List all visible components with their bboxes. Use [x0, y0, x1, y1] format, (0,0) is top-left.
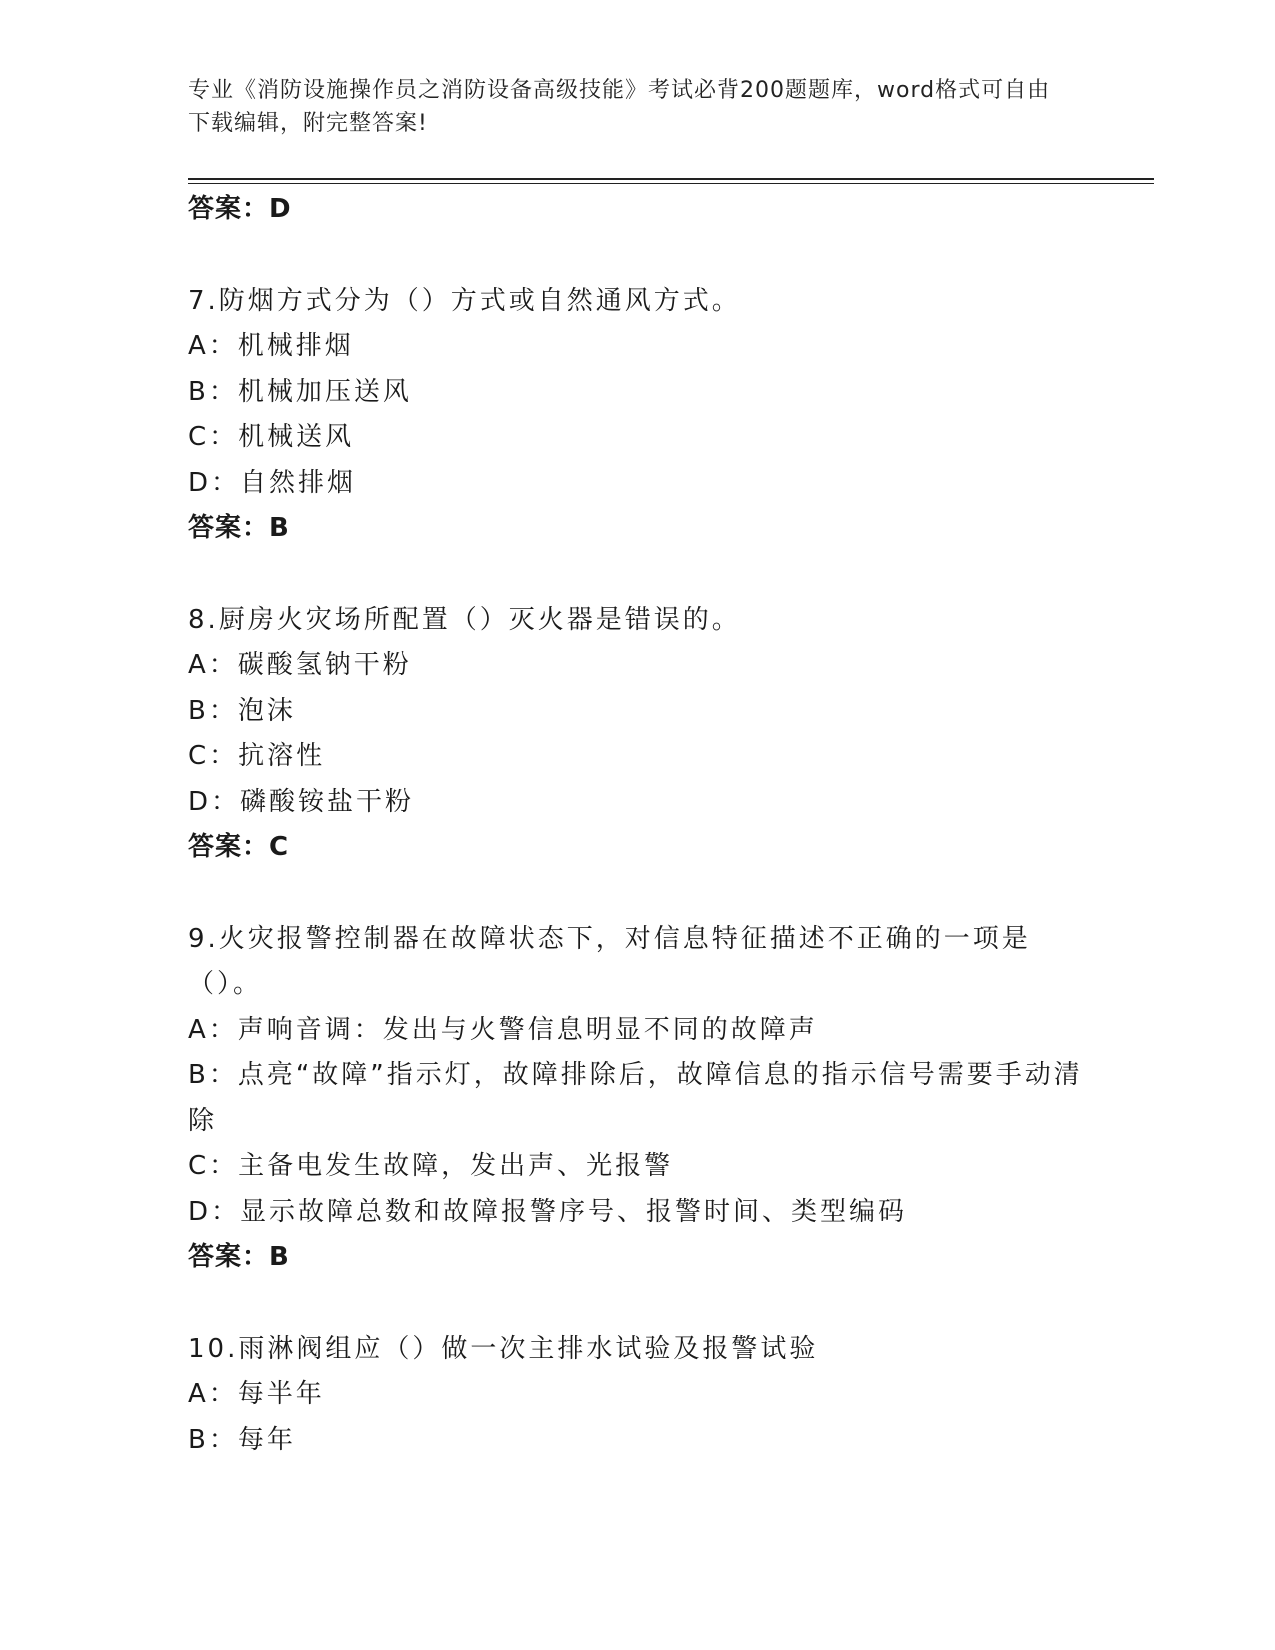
answer-7: 答案：B	[188, 513, 290, 543]
question-list	[188, 187, 1088, 1463]
question-9-option-d: D：显示故障总数和故障报警序号、报警时间、类型编码	[188, 1196, 908, 1227]
answer-8: 答案：C	[188, 832, 290, 862]
question-8-option-b: B：泡沫	[188, 695, 296, 726]
question-8	[188, 598, 1088, 871]
question-7-option-b: B：机械加压送风	[188, 376, 412, 407]
question-9-option-c: C：主备电发生故障，发出声、光报警	[188, 1151, 674, 1181]
question-7	[188, 279, 1088, 552]
question-7-text: 7.防烟方式分为（）方式或自然通风方式。	[188, 285, 741, 316]
header-divider-thin	[188, 183, 1154, 184]
question-10-option-a: A：每半年	[188, 1379, 325, 1409]
question-7-option-d: D：自然排烟	[188, 467, 357, 498]
question-10-option-b: B：每年	[188, 1424, 296, 1455]
question-8-option-c: C：抗溶性	[188, 741, 326, 771]
document-header: 专业《消防设施操作员之消防设备高级技能》考试必背200题题库，word格式可自由下载编辑，附完整答案!	[188, 78, 1051, 136]
question-10-text: 10.雨淋阀组应（）做一次主排水试验及报警试验	[188, 1333, 819, 1364]
question-10	[188, 1327, 1088, 1464]
question-9-option-b: B：点亮“故障”指示灯，故障排除后，故障信息的指示信号需要手动清除	[188, 1060, 1083, 1136]
question-8-option-d: D：磷酸铵盐干粉	[188, 786, 415, 817]
question-9	[188, 917, 1088, 1281]
question-8-text: 8.厨房火灾场所配置（）灭火器是错误的。	[188, 604, 741, 635]
question-7-option-a: A：机械排烟	[188, 331, 354, 361]
answer-9: 答案：B	[188, 1242, 290, 1272]
header-divider-thick	[188, 178, 1154, 180]
question-9-text: 9.火灾报警控制器在故障状态下，对信息特征描述不正确的一项是（）。	[188, 923, 1031, 999]
question-7-option-c: C：机械送风	[188, 422, 355, 452]
answer-6: 答案：D	[188, 194, 292, 224]
question-9-option-a: A：声响音调：发出与火警信息明显不同的故障声	[188, 1014, 818, 1045]
question-8-option-a: A：碳酸氢钠干粉	[188, 650, 412, 680]
